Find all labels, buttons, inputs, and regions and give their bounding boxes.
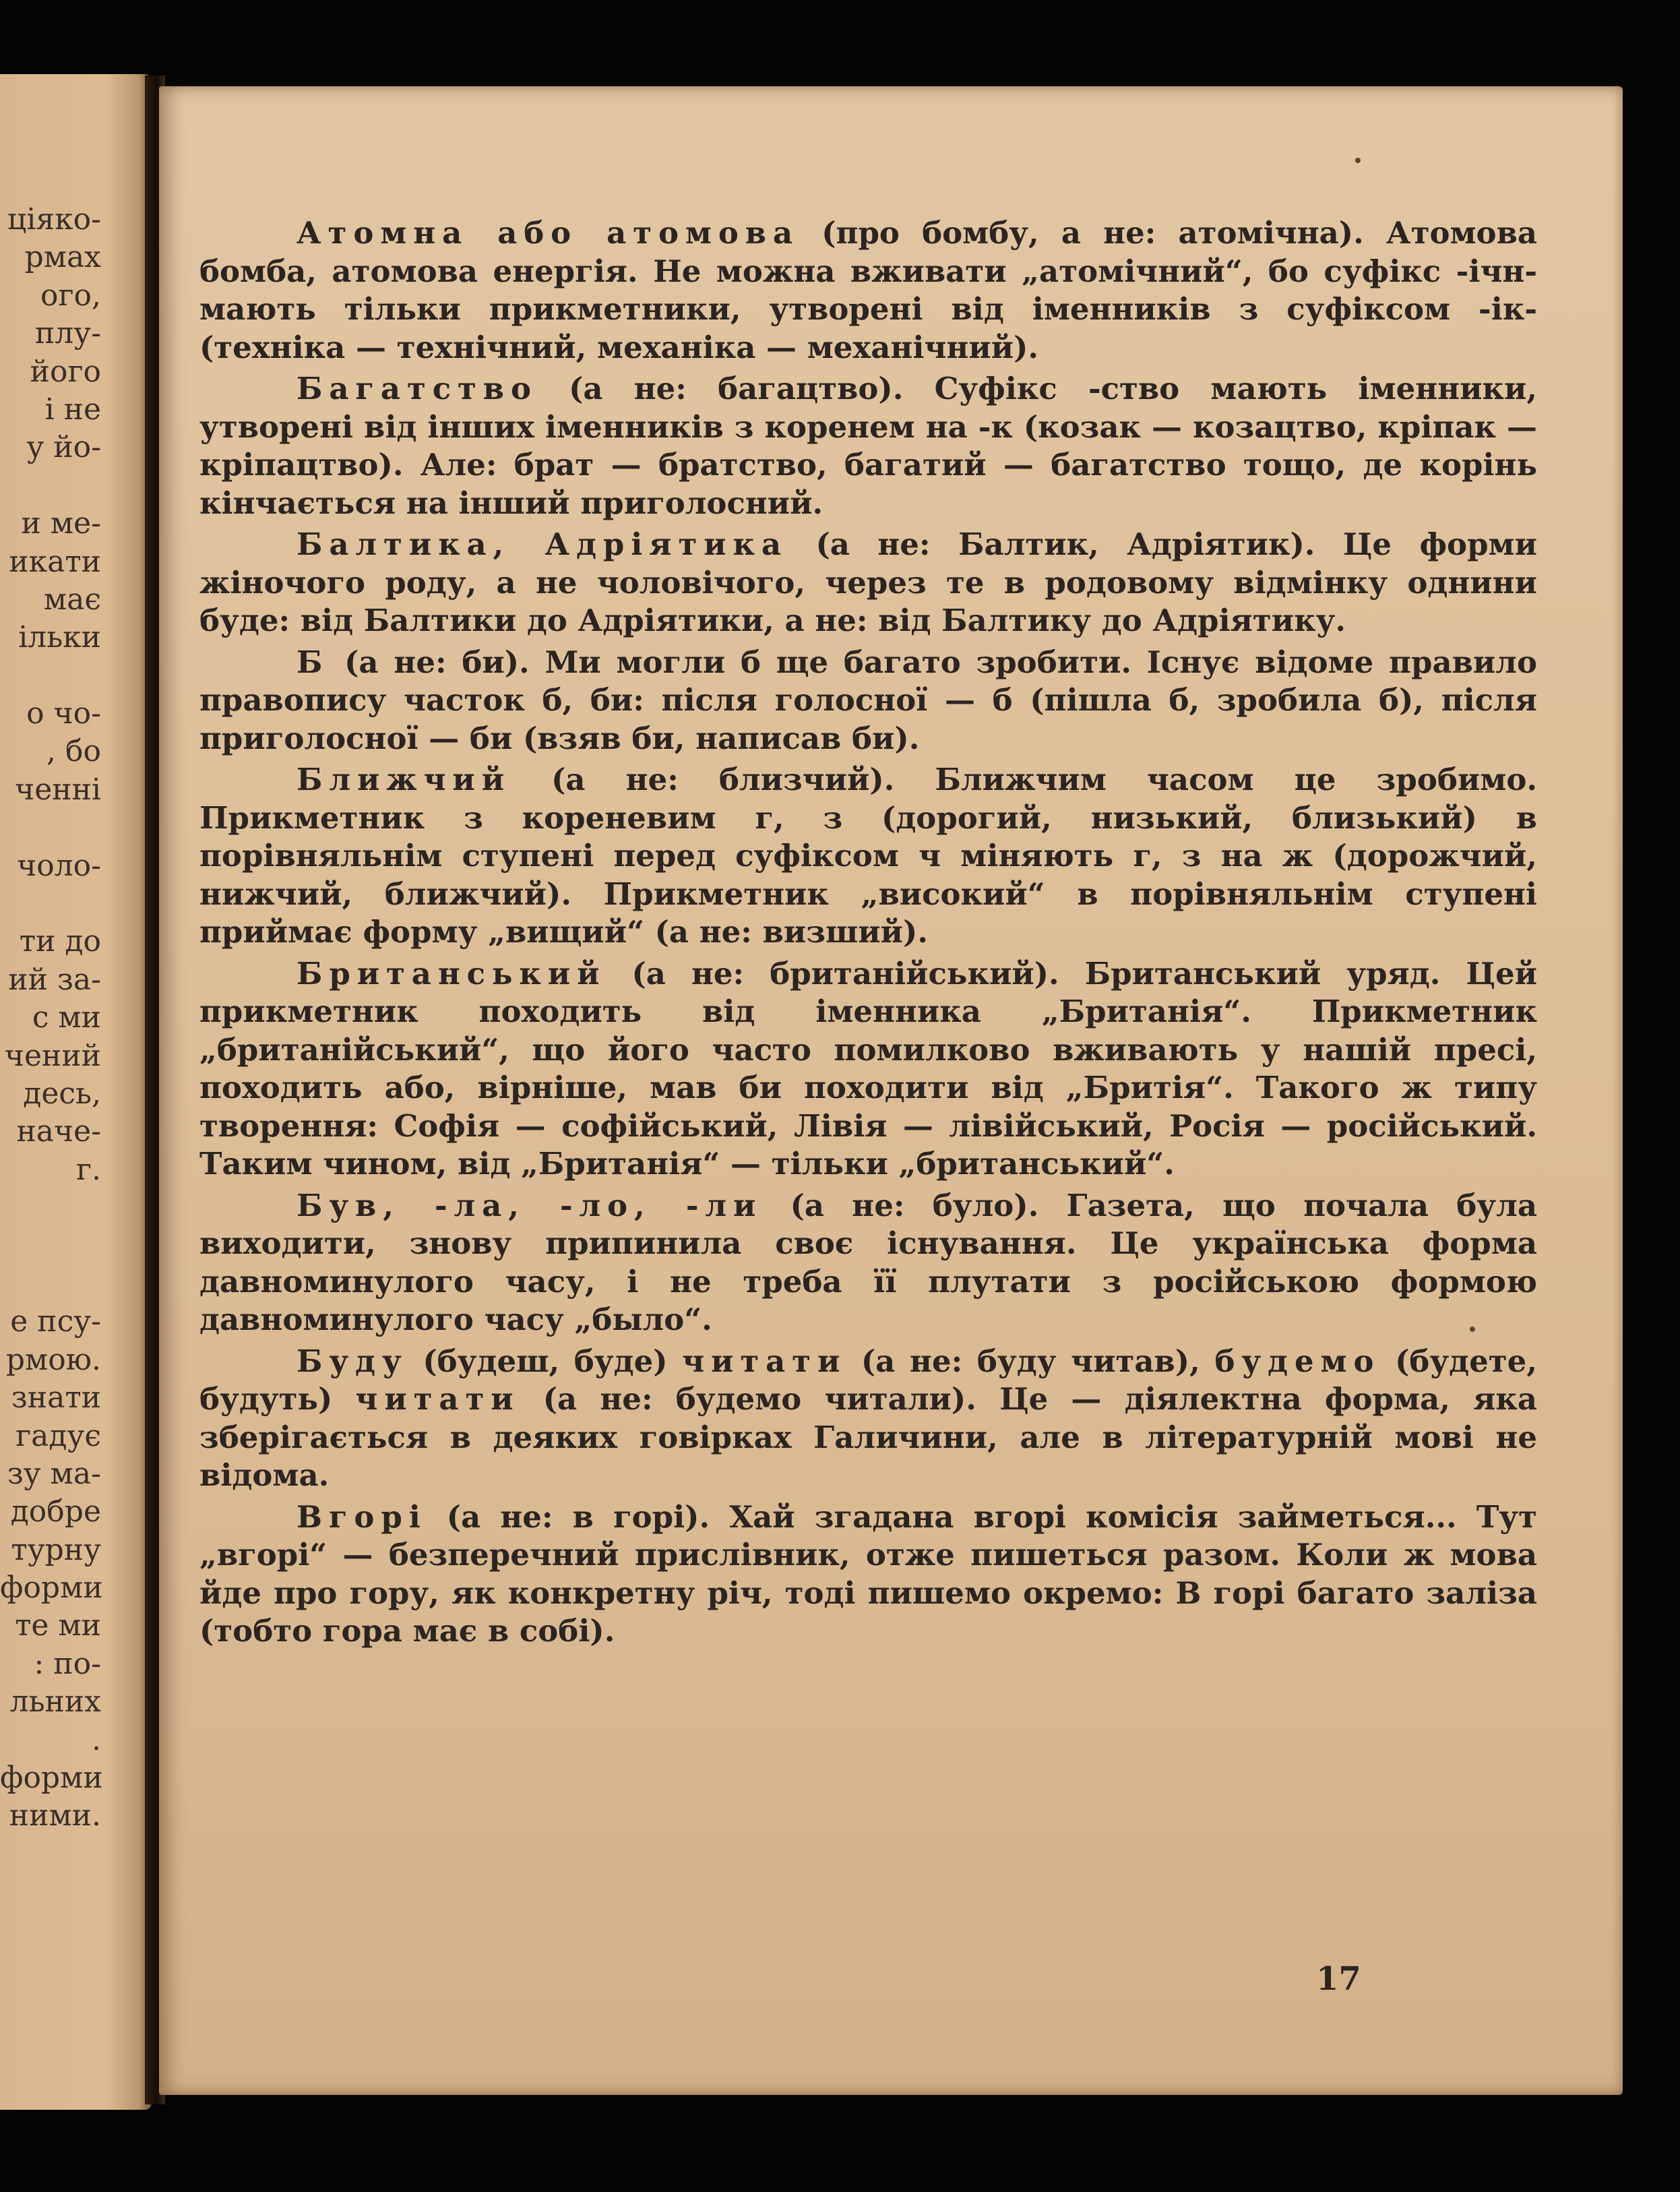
previous-page-line: має <box>43 582 101 617</box>
previous-page-line: гадує <box>15 1418 101 1453</box>
entry-headword-part: читати <box>682 1343 847 1379</box>
previous-page-line: зу ма- <box>7 1456 101 1491</box>
paper-speck <box>1470 1327 1475 1332</box>
previous-page-line: форми <box>0 1571 103 1606</box>
previous-page-line: ціяко- <box>7 202 101 237</box>
previous-page-line <box>0 885 101 923</box>
previous-page-line: ільки <box>18 620 101 655</box>
entry-text: (а не: Балтик, Адріятик). Це форми жіночого роду, а не чоловічого, через те в родовому відмінку однини буде: від Балтики до Адріятики, а не: від Балтику до Адріятику. <box>199 526 1537 638</box>
entry-text: (а не: в горі). Хай згадана вгорі комісія займеться... Тут „вгорі“ — безперечний прислівник, отже пишеться разом. Коли ж мова йде про гору, як конкретну річ, тоді пишемо окремо: В горі багато заліза (тобто гора має в собі). <box>199 1498 1537 1649</box>
previous-page-line <box>0 1189 101 1227</box>
previous-page-line: його <box>30 354 101 389</box>
previous-page-line: льних <box>9 1684 101 1719</box>
previous-page-line: ти до <box>19 924 101 959</box>
page-number: 17 <box>1316 1960 1361 1998</box>
entry-bahatstvo <box>199 370 1537 522</box>
previous-page-line: е псу- <box>10 1304 101 1339</box>
previous-page-line <box>0 1227 101 1265</box>
entry-headword-part: будемо <box>1214 1343 1381 1379</box>
previous-page-line: ого, <box>40 278 101 313</box>
previous-page-line: : по- <box>34 1646 101 1681</box>
entry-headword: Атомна або атомова <box>297 215 800 251</box>
previous-page-line: і не <box>44 392 101 427</box>
previous-page-line: ними. <box>9 1798 101 1833</box>
entry-headword: Ближчий <box>297 762 511 797</box>
previous-page-line: г. <box>75 1152 101 1187</box>
previous-page-line: о чо- <box>26 696 101 731</box>
previous-page <box>0 74 152 2110</box>
previous-page-line: чоло- <box>17 848 101 883</box>
previous-page-line: знати <box>11 1380 101 1415</box>
entry-headword: Багатство <box>297 371 538 406</box>
entry-headword-part: читати <box>355 1381 520 1417</box>
entry-b <box>199 644 1537 758</box>
previous-page-line: и ме- <box>21 506 101 541</box>
entry-headword: Буду <box>297 1343 408 1379</box>
previous-page-line: чений <box>4 1038 101 1073</box>
entry-text: (а не: британійський). Британський уряд. Цей прикметник походить від іменника „Британія“. Прикметник „британійський“, що його часто помилково вживають у нашій пресі, походить або, вірніше, мав би походити від „Бритія“. Такого ж типу творення: Софія — софійський, Лівія — лівійський, Росія — російський. Таким чином, від „Британія“ — тільки „британський“. <box>199 955 1537 1182</box>
previous-page-line: рмою. <box>5 1342 101 1377</box>
entry-text: (будете, будуть) <box>199 1343 1537 1417</box>
previous-page-line: плу- <box>34 316 101 351</box>
entry-text: (будеш, буде) <box>408 1343 683 1379</box>
previous-page-line: те ми <box>15 1608 101 1643</box>
previous-page-line: , бо <box>46 734 101 769</box>
entry-brytanskyi <box>199 955 1537 1184</box>
previous-page-line: . <box>92 1722 101 1757</box>
previous-page-line: икати <box>9 544 101 579</box>
entry-vhori <box>199 1498 1537 1651</box>
entry-text: (а не: би). Ми могли б ще багато зробити. Існує відоме правило правопису часток б, би: після голосної — б (пішла б, зробила б), після приголосної — би (взяв би, написав би). <box>199 644 1537 756</box>
entry-headword: Балтика, Адріятика <box>297 526 788 562</box>
entry-headword: Британський <box>297 955 606 992</box>
entry-blyzhchyi <box>199 761 1537 952</box>
entry-headword: Був, -ла, -ло, -ли <box>297 1187 763 1223</box>
previous-page-text-fragments <box>0 201 101 1835</box>
entry-headword: Б <box>297 644 330 680</box>
previous-page-line <box>0 467 101 505</box>
entry-atomna <box>199 214 1537 367</box>
previous-page-line: турну <box>11 1532 101 1567</box>
previous-page-line <box>0 657 101 695</box>
entry-text: (а не: близчий). Ближчим часом це зробимо. Прикметник з кореневим г, з (дорогий, низький, близький) в порівняльнім ступені перед суфіксом ч міняють г, з на ж (дорожчий, нижчий, ближчий). Прикметник „високий“ в порівняльнім ступені приймає форму „вищий“ (а не: визший). <box>199 762 1537 950</box>
entry-text: (про бомбу, а не: атомічна). Атомова бомба, атомова енергія. Не можна вживати „атомічний“, бо суфікс -ічн- мають тільки прикметники, утворені від іменників з суфіксом -ік- (техніка — технічний, механіка — механічний). <box>199 215 1537 365</box>
entry-text: (а не: буду читав), <box>846 1343 1215 1379</box>
previous-page-line: наче- <box>16 1114 101 1149</box>
previous-page-line: рмах <box>24 240 101 275</box>
previous-page-line: ий за- <box>8 962 101 997</box>
previous-page-line: ченні <box>15 772 101 807</box>
previous-page-line: с ми <box>32 1000 101 1035</box>
entry-budu-chytaty <box>199 1343 1537 1495</box>
previous-page-line: форми <box>0 1761 103 1796</box>
entry-baltyka <box>199 526 1537 640</box>
paper-speck <box>1355 158 1361 163</box>
entry-text: (а не: було). Газета, що почала була виходити, знову припинила своє існування. Це українська форма давноминулого часу, і не треба її плутати з російською формою давноминулого часу „было“. <box>199 1187 1537 1337</box>
entry-headword: Вгорі <box>297 1498 427 1535</box>
entry-buv <box>199 1187 1537 1339</box>
entry-text: (а не: будемо читали). Це — діялектна форма, яка зберігається в деяких говірках Галичини, але в літературній мові не відома. <box>199 1381 1537 1493</box>
dictionary-entries <box>199 214 1537 1651</box>
entry-text: (а не: багацтво). Суфікс -ство мають іменники, утворені від інших іменників з коренем на -к (козак — козацтво, кріпак — кріпацтво). Але: брат — братство, багатий — багатство тощо, де корінь кінчається на інший приголосний. <box>199 371 1537 521</box>
previous-page-line: десь, <box>23 1076 101 1111</box>
previous-page-line <box>0 1265 101 1303</box>
current-page <box>159 86 1623 2095</box>
previous-page-line <box>0 809 101 847</box>
previous-page-line: у йо- <box>26 430 101 465</box>
previous-page-line: добре <box>10 1494 101 1529</box>
